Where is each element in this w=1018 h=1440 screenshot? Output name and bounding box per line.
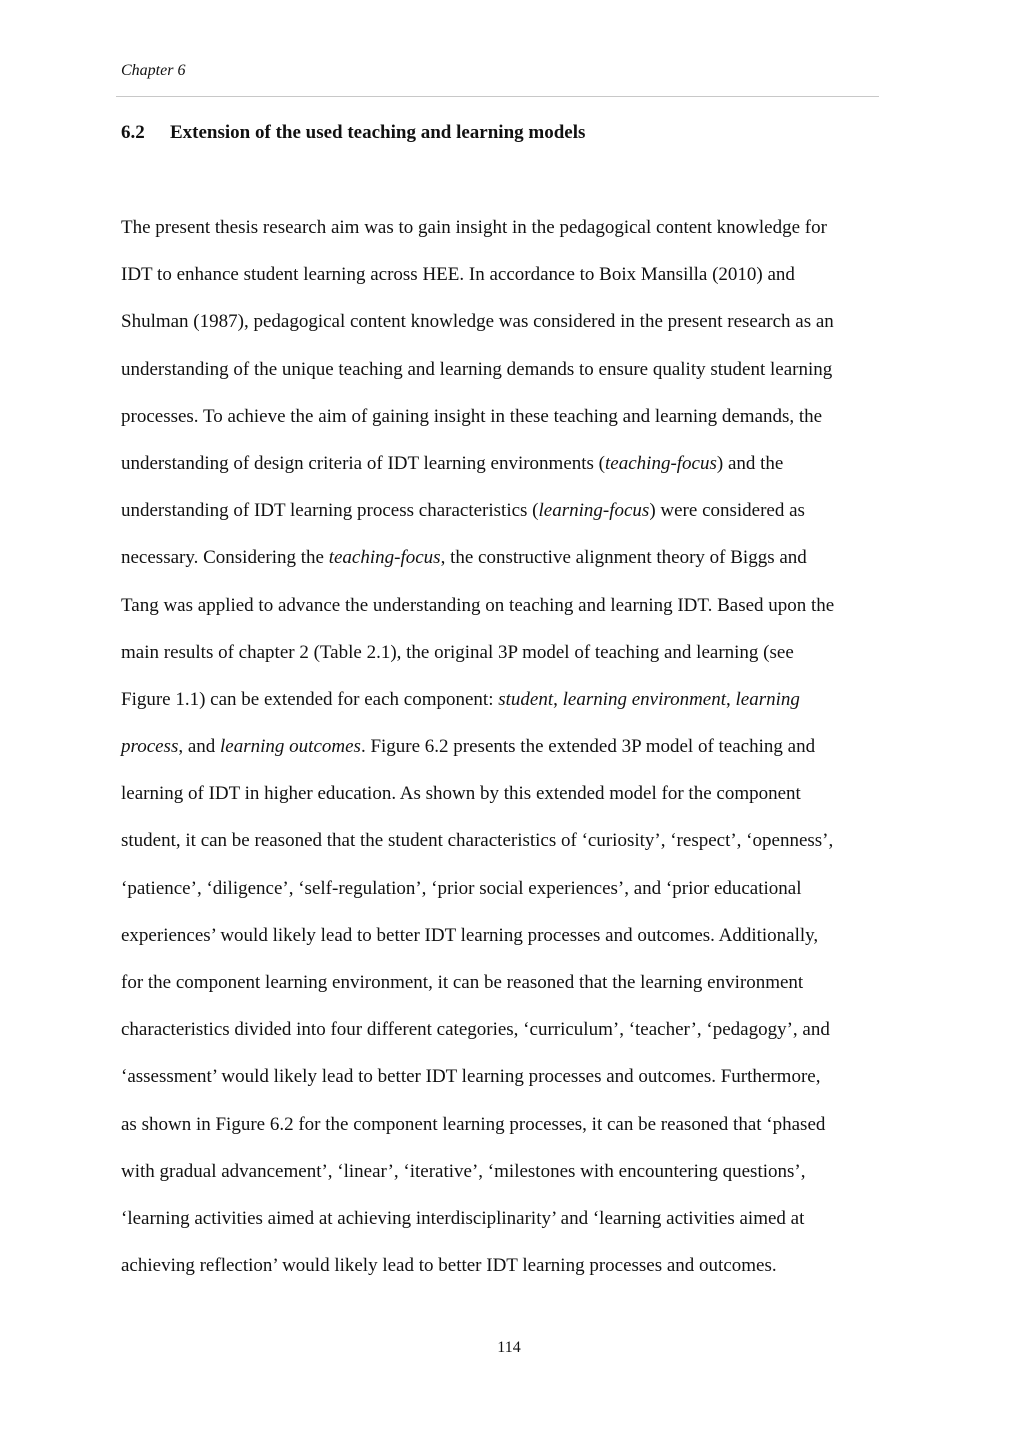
- section-heading: [121, 121, 585, 145]
- text-run: ,: [726, 688, 736, 710]
- text-line: [121, 1006, 911, 1053]
- header-divider: [116, 96, 879, 97]
- text-run: as shown in Figure 6.2 for the component learning processes, it can be reasoned that ‘phased: [121, 1113, 826, 1135]
- text-line: [121, 865, 911, 912]
- text-line: [121, 487, 911, 534]
- text-run: processes. To achieve the aim of gaining insight in these teaching and learning demands, the: [121, 405, 823, 427]
- text-run: for the component learning environment, it can be reasoned that the learning environment: [121, 972, 804, 993]
- text-run: learning of IDT in higher education. As shown by this extended model for the component: [121, 783, 801, 805]
- text-line: [121, 723, 911, 770]
- text-run: Shulman (1987), pedagogical content knowledge was considered in the present research as an: [121, 311, 834, 333]
- text-line: [121, 1101, 911, 1148]
- text-line: [121, 1195, 911, 1242]
- italic-term: teaching-focus: [605, 452, 717, 474]
- section-title: Extension of the used teaching and learning models: [170, 122, 586, 143]
- text-line: [121, 629, 911, 676]
- text-line: [121, 440, 911, 487]
- text-run: characteristics divided into four different categories, ‘curriculum’, ‘teacher’, ‘pedagogy’, and: [121, 1019, 830, 1041]
- text-run: main results of chapter 2 (Table 2.1), the original 3P model of teaching and learning (see: [121, 641, 794, 663]
- italic-term: student: [498, 688, 554, 710]
- text-line: [121, 1148, 911, 1195]
- italic-term: process: [121, 736, 179, 758]
- text-run: . Figure 6.2 presents the extended 3P model of teaching and: [360, 736, 816, 758]
- text-run: understanding of design criteria of IDT learning environments (: [121, 452, 606, 474]
- text-run: ‘patience’, ‘diligence’, ‘self-regulation’, ‘prior social experiences’, and ‘prior educational: [121, 877, 802, 899]
- text-run: understanding of the unique teaching and learning demands to ensure quality student learning: [121, 358, 833, 380]
- text-run: understanding of IDT learning process characteristics (: [121, 500, 539, 522]
- text-line: [121, 298, 911, 345]
- italic-term: learning-focus: [538, 500, 650, 522]
- text-line: [121, 251, 911, 298]
- text-line: [121, 1242, 911, 1289]
- text-run: ) and the: [716, 452, 784, 474]
- body-paragraph: [121, 204, 911, 1289]
- text-run: Tang was applied to advance the understanding on teaching and learning IDT. Based upon the: [121, 594, 835, 616]
- text-run: experiences’ would likely lead to better IDT learning processes and outcomes. Additionally,: [121, 924, 819, 946]
- italic-term: learning: [735, 688, 800, 710]
- text-line: [121, 534, 911, 581]
- italic-term: learning environment: [562, 688, 727, 710]
- italic-term: teaching-focus: [328, 547, 441, 569]
- text-run: with gradual advancement’, ‘linear’, ‘iterative’, ‘milestones with encountering questions’,: [121, 1160, 806, 1182]
- text-run: ,: [553, 688, 563, 710]
- text-run: ‘learning activities aimed at achieving interdisciplinarity’ and ‘learning activities aimed at: [121, 1207, 805, 1229]
- text-run: ‘assessment’ would likely lead to better IDT learning processes and outcomes. Furthermore,: [121, 1066, 821, 1088]
- text-line: [121, 346, 911, 393]
- text-line: [121, 770, 911, 817]
- text-line: [121, 1053, 911, 1100]
- text-line: [121, 582, 911, 629]
- text-run: ) were considered as: [649, 500, 805, 522]
- text-line: [121, 817, 911, 864]
- page-number: 114: [497, 1339, 521, 1356]
- text-run: IDT to enhance student learning across HEE. In accordance to Boix Mansilla (2010) and: [121, 264, 795, 286]
- text-run: , and: [178, 736, 221, 758]
- running-header: Chapter 6: [121, 62, 186, 79]
- text-line: [121, 912, 911, 959]
- text-line: [121, 204, 911, 251]
- text-run: achieving reflection’ would likely lead to better IDT learning processes and outcomes.: [121, 1255, 777, 1277]
- text-line: [121, 959, 911, 1006]
- italic-term: learning outcomes: [220, 736, 361, 758]
- text-run: necessary. Considering the: [121, 547, 329, 569]
- text-run: The present thesis research aim was to gain insight in the pedagogical content knowledge for: [121, 217, 827, 238]
- text-line: [121, 393, 911, 440]
- text-line: [121, 676, 911, 723]
- text-run: , the constructive alignment theory of Biggs and: [440, 547, 807, 569]
- section-number: 6.2: [121, 122, 145, 143]
- text-run: Figure 1.1) can be extended for each component:: [121, 688, 499, 710]
- text-run: student, it can be reasoned that the student characteristics of ‘curiosity’, ‘respect’, ‘openness’,: [121, 830, 834, 852]
